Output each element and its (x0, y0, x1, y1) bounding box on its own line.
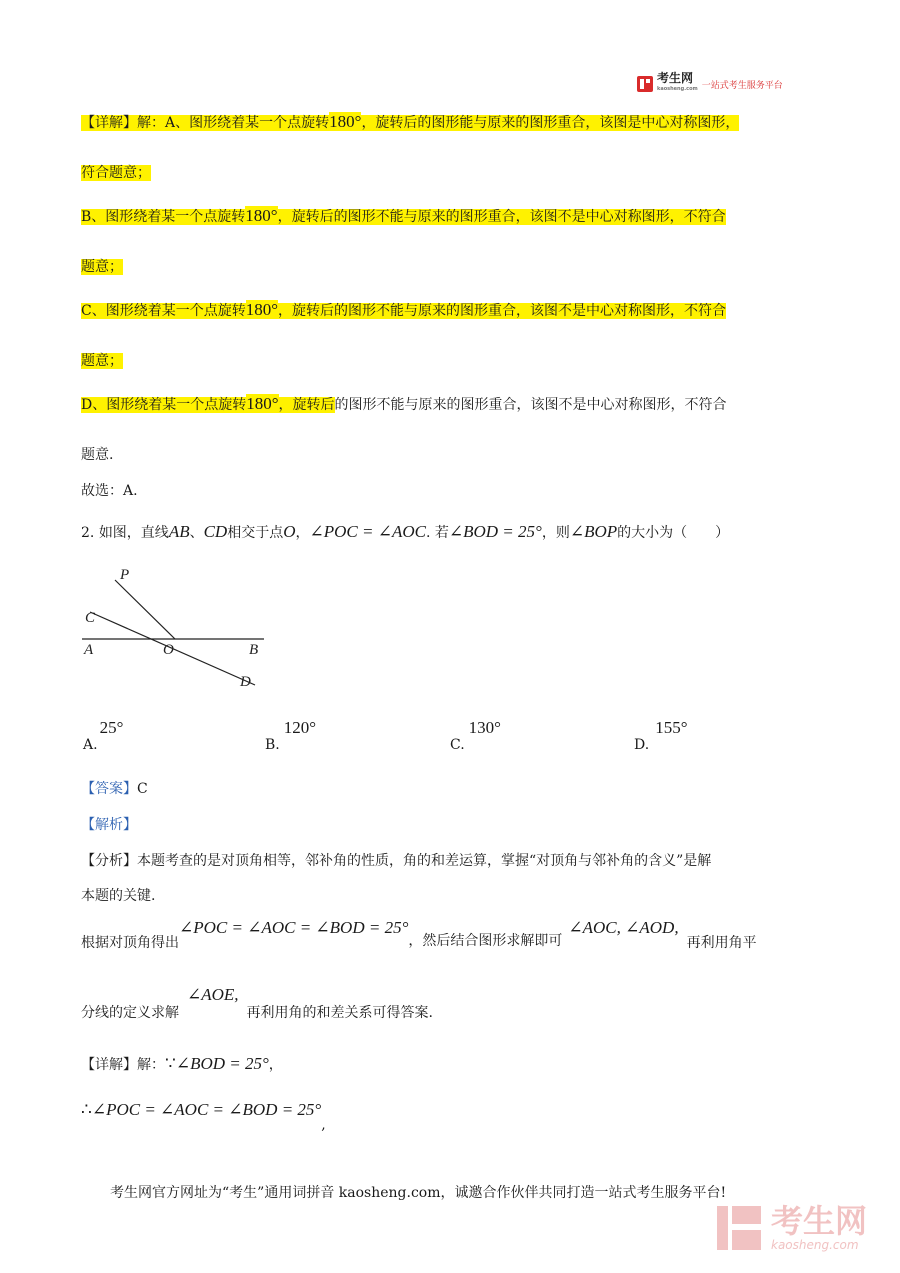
degree-value: 180° (245, 206, 278, 225)
footer-text: 考生网官方网址为“考生”通用词拼音 kaosheng.com，诚邀合作伙伴共同打造一站式考生服务平台! (110, 1185, 727, 1201)
watermark-name: 考生网 (771, 1202, 868, 1240)
answer-tag: 【答案】 (81, 781, 137, 797)
logo-mark-icon (637, 76, 653, 92)
choice-c: C.130° (450, 718, 501, 753)
detail-lead: 解： (137, 115, 165, 131)
q1-option-a-line2: 符合题意； (81, 165, 151, 181)
logo-name: 考生网 (657, 71, 694, 85)
label-a: A (84, 642, 94, 658)
watermark-url: kaosheng.com (771, 1238, 859, 1252)
solution-line1: 根据对顶角得出∠POC = ∠AOC = ∠BOD = 25°，然后结合图形求解即可∠AOC, ∠AOD,再利用角平 (81, 918, 757, 951)
site-logo[interactable] (637, 73, 783, 95)
label-p: P (120, 567, 130, 583)
header-slogan: 一站式考生服务平台 (701, 80, 783, 91)
q1-option-a-line1: 【详解】解：A、图形绕着某一个点旋转180°，旋转后的图形能与原来的图形重合，该图是中心对称图形， (81, 112, 740, 131)
analysis-tag: 【解析】 (81, 817, 137, 833)
label-c: C (85, 610, 96, 626)
option-label: D (81, 397, 93, 413)
q1-option-c-line1: C、图形绕着某一个点旋转180°，旋转后的图形不能与原来的图形重合，该图不是中心对称图形，不符合 (81, 300, 727, 319)
q1-option-c-line2: 题意； (81, 353, 123, 369)
choice-b: B.120° (265, 718, 317, 753)
label-o: O (163, 642, 174, 658)
watermark-mark-icon (715, 1202, 765, 1254)
detail-line1: 【详解】解：∵∠BOD = 25°， (81, 1054, 283, 1073)
option-label: B (81, 209, 92, 225)
q2-stem: 2. 如图，直线AB、CD相交于点O，∠POC = ∠AOC. 若∠BOD = 25°，则∠BOP的大小为（ ） (81, 522, 730, 541)
answer-value: C (137, 781, 148, 797)
fenxi-line1: 【分析】本题考查的是对顶角相等，邻补角的性质，角的和差运算，掌握“对顶角与邻补角的含义”是解 (81, 853, 712, 869)
q1-option-b-line2: 题意； (81, 259, 123, 275)
q1-option-d-line1: D、图形绕着某一个点旋转180°，旋转后的图形不能与原来的图形重合，该图不是中心对称图形，不符合 (81, 394, 727, 413)
degree-value: 180° (329, 112, 362, 131)
detail-tag: 【详解】 (81, 115, 137, 131)
choice-a: A.25° (83, 718, 124, 753)
answer-line (81, 778, 148, 798)
label-d: D (240, 674, 251, 690)
choice-d: D.155° (634, 718, 688, 753)
label-b: B (249, 642, 259, 658)
watermark-logo (715, 1202, 867, 1254)
option-label: C (81, 303, 92, 319)
q1-option-b-line1: B、图形绕着某一个点旋转180°，旋转后的图形不能与原来的图形重合，该图不是中心对称图形，不符合 (81, 206, 726, 225)
logo-url: kaosheng.com (657, 86, 698, 92)
q1-conclusion: 故选：A. (81, 483, 138, 499)
degree-value: 180° (245, 300, 279, 319)
ray-op (115, 580, 175, 639)
degree-value: 180° (246, 394, 279, 413)
option-label: A (165, 115, 176, 131)
fenxi-line2: 本题的关键. (81, 888, 156, 904)
q1-option-d-line2: 题意. (81, 447, 114, 463)
q2-number: 2. (81, 525, 95, 541)
angle-figure (80, 560, 280, 695)
detail-line2: ∴∠POC = ∠AOC = ∠BOD = 25°, (81, 1100, 326, 1133)
solution-line2: 分线的定义求解∠AOE,再利用角的和差关系可得答案. (81, 985, 433, 1021)
